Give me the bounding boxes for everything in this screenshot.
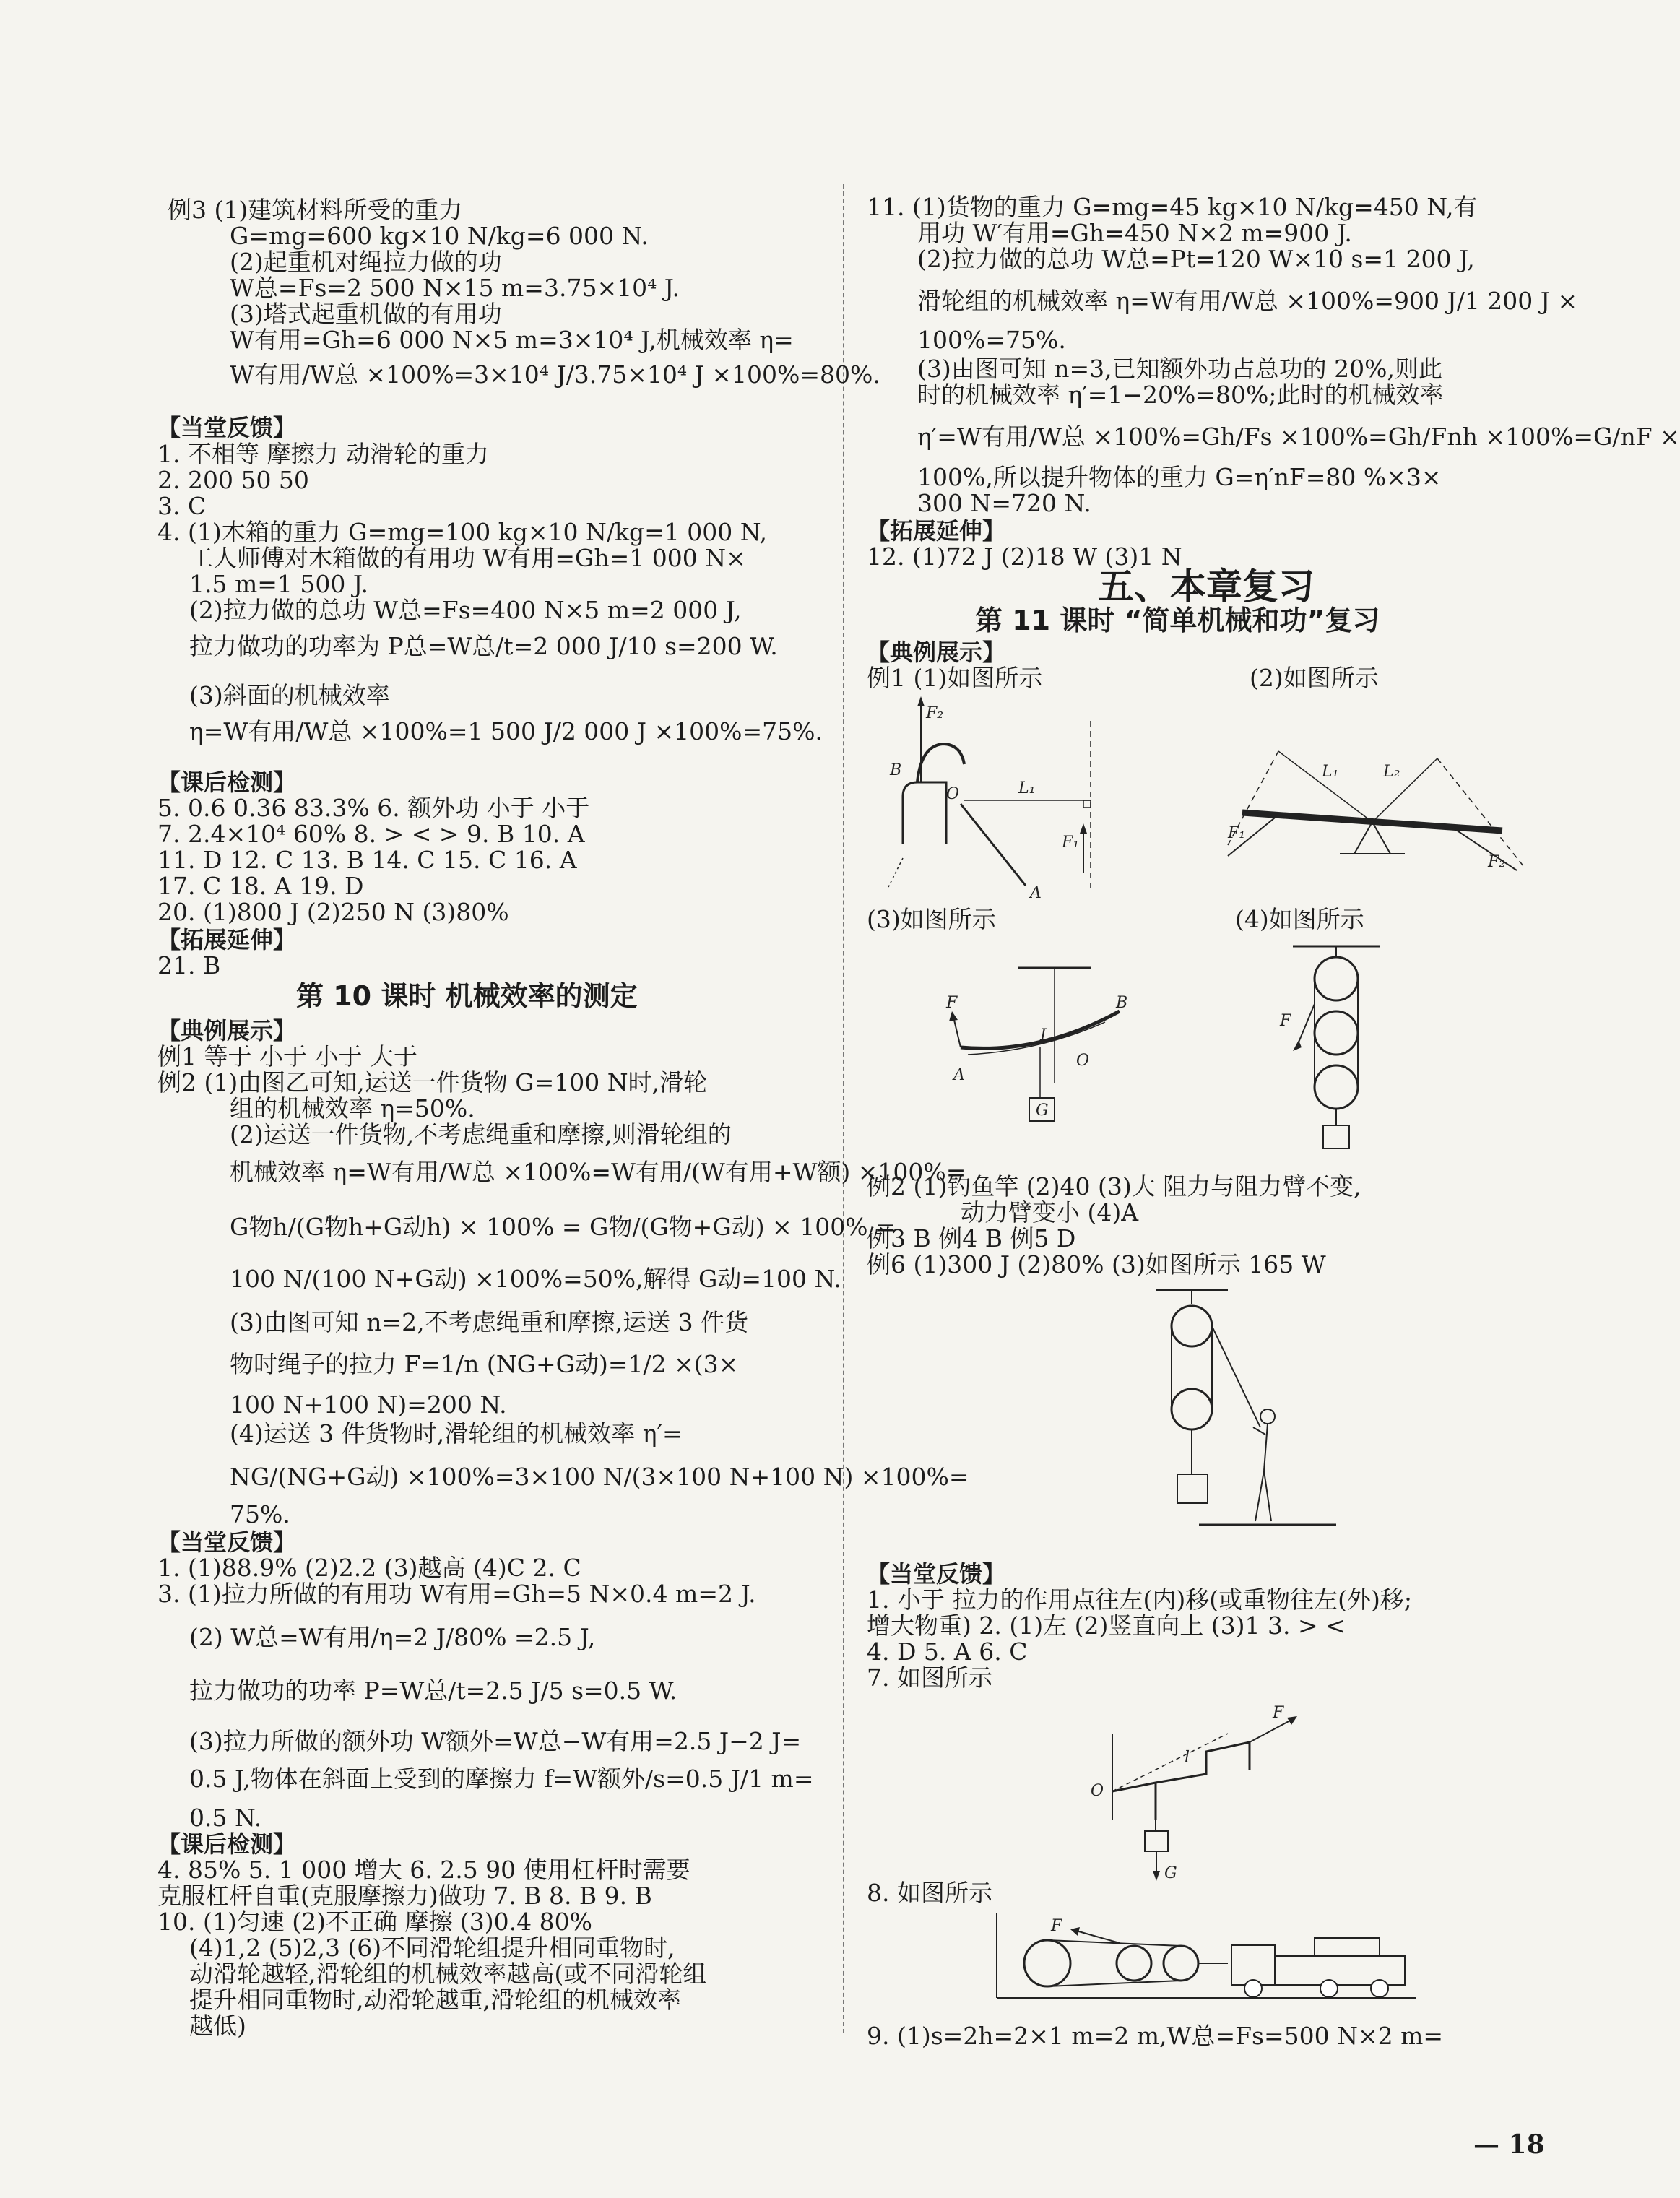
svg-text:B: B bbox=[890, 761, 902, 779]
svg-text:A: A bbox=[953, 1066, 965, 1084]
answer-line: 10. (1)匀速 (2)不正确 摩擦 (3)0.4 80% bbox=[157, 1908, 592, 1936]
example-1-fig-4-caption: (4)如图所示 bbox=[1235, 905, 1364, 933]
text-line: G=mg=600 kg×10 N/kg=6 000 N. bbox=[230, 222, 649, 250]
svg-text:B: B bbox=[1116, 994, 1128, 1012]
formula-line: 滑轮组的机械效率 η=W有用/W总 ×100%=900 J/1 200 J × bbox=[917, 287, 1578, 315]
formula-line: 拉力做功的功率为 P总=W总/t=2 000 J/10 s=200 W. bbox=[189, 632, 778, 660]
text-line: 动力臂变小 (4)A bbox=[961, 1198, 1139, 1226]
text-line: 100 N+100 N)=200 N. bbox=[230, 1390, 507, 1419]
text-line: 组的机械效率 η=50%. bbox=[230, 1094, 475, 1122]
text-line: (3)斜面的机械效率 bbox=[189, 681, 390, 709]
text-line: (3)由图可知 n=3,已知额外功占总功的 20%,则此 bbox=[917, 355, 1442, 383]
text-line: (2)运送一件货物,不考虑绳重和摩擦,则滑轮组的 bbox=[230, 1120, 732, 1148]
answer-line: 7. 2.4×10⁴ 60% 8. > < > 9. B 10. A bbox=[157, 820, 585, 848]
example-3-5-answers: 例3 B 例4 B 例5 D bbox=[867, 1224, 1076, 1252]
column-divider bbox=[843, 184, 844, 2033]
section-heading-extension-2: 【拓展延伸】 bbox=[867, 517, 1006, 545]
answer-9: 9. (1)s=2h=2×1 m=2 m,W总=Fs=500 N×2 m= bbox=[867, 2022, 1444, 2050]
example-2: 例2 (1)由图乙可知,运送一件货物 G=100 N时,滑轮 bbox=[157, 1068, 708, 1096]
formula-line: 物时绳子的拉力 F=1/n (NG+G动)=1/2 ×(3× bbox=[230, 1350, 739, 1378]
svg-text:L₁: L₁ bbox=[1322, 763, 1339, 781]
example-3-part-1: 例3 (1)建筑材料所受的重力 bbox=[168, 196, 463, 224]
lesson-11-title: 第 11 课时 “简单机械和功”复习 bbox=[975, 605, 1380, 636]
svg-text:A: A bbox=[1030, 884, 1042, 902]
formula-line: G物h/(G物h+G动h) × 100% = G物/(G物+G动) × 100% = bbox=[230, 1213, 896, 1241]
text-line: 时的机械效率 η′=1−20%=80%;此时的机械效率 bbox=[917, 381, 1444, 409]
answer-line: 11. D 12. C 13. B 14. C 15. C 16. A bbox=[157, 846, 577, 874]
text-line: W总=Fs=2 500 N×15 m=3.75×10⁴ J. bbox=[230, 274, 680, 302]
section-heading-extension: 【拓展延伸】 bbox=[157, 926, 297, 953]
svg-text:F: F bbox=[1051, 1917, 1062, 1935]
svg-text:F₂: F₂ bbox=[926, 704, 944, 722]
formula-line: η=W有用/W总 ×100%=1 500 J/2 000 J ×100%=75%. bbox=[189, 717, 823, 745]
example-2-answer: 例2 (1)钓鱼竿 (2)40 (3)大 阻力与阻力臂不变, bbox=[867, 1172, 1361, 1200]
section-heading-examples-2: 【典例展示】 bbox=[867, 639, 1006, 666]
svg-text:O: O bbox=[1091, 1782, 1104, 1800]
svg-text:L₁: L₁ bbox=[1018, 779, 1036, 797]
svg-text:L₂: L₂ bbox=[1383, 763, 1400, 781]
svg-text:F₁: F₁ bbox=[1228, 824, 1246, 842]
formula-line: η′=W有用/W总 ×100%=Gh/Fs ×100%=Gh/Fnh ×100%=G/nF × bbox=[917, 423, 1680, 451]
example-1-fig-1-caption: 例1 (1)如图所示 bbox=[867, 664, 1043, 692]
text-line: 100%,所以提升物体的重力 G=η′nF=80 %×3× bbox=[917, 463, 1442, 491]
text-line: 75%. bbox=[230, 1500, 290, 1528]
figure-pump-lever bbox=[874, 692, 1163, 901]
figure-pulley-block bbox=[1271, 939, 1401, 1156]
answer-line: 5. 0.6 0.36 83.3% 6. 额外功 小于 小于 bbox=[157, 794, 590, 822]
answer-11: 11. (1)货物的重力 G=mg=45 kg×10 N/kg=450 N,有 bbox=[867, 193, 1478, 221]
answer-8: 8. 如图所示 bbox=[867, 1879, 992, 1907]
answer-line: 越低) bbox=[189, 2012, 246, 2040]
svg-text:F: F bbox=[1280, 1012, 1291, 1030]
answer-line: 克服杠杆自重(克服摩擦力)做功 7. B 8. B 9. B bbox=[157, 1882, 652, 1910]
text-line: (2)起重机对绳拉力做的功 bbox=[230, 248, 502, 276]
answer-line: 17. C 18. A 19. D bbox=[157, 872, 364, 900]
text-line: (2)拉力做的总功 W总=Pt=120 W×10 s=1 200 J, bbox=[917, 245, 1475, 273]
figure-bent-lever bbox=[1083, 1705, 1322, 1885]
lesson-10-title: 第 10 课时 机械效率的测定 bbox=[296, 980, 638, 1012]
example-1-fig-2-caption: (2)如图所示 bbox=[1250, 664, 1379, 692]
answer-2: 2. 200 50 50 bbox=[157, 466, 309, 494]
answer-line: 20. (1)800 J (2)250 N (3)80% bbox=[157, 898, 509, 926]
formula-line: (2) W总=W有用/η=2 J/80% =2.5 J, bbox=[189, 1623, 596, 1651]
figure-lever-two-forces bbox=[1213, 730, 1546, 874]
text-line: W有用=Gh=6 000 N×5 m=3×10⁴ J,机械效率 η= bbox=[230, 326, 794, 354]
svg-text:l: l bbox=[1185, 1749, 1190, 1767]
text-line: (4)运送 3 件货物时,滑轮组的机械效率 η′= bbox=[230, 1419, 683, 1448]
example-1-fig-3-caption: (3)如图所示 bbox=[867, 905, 996, 933]
example-6-answer: 例6 (1)300 J (2)80% (3)如图所示 165 W bbox=[867, 1250, 1326, 1278]
text-line: 300 N=720 N. bbox=[917, 489, 1091, 517]
example-1: 例1 等于 小于 小于 大于 bbox=[157, 1042, 417, 1070]
text-line: (2)拉力做的总功 W总=Fs=400 N×5 m=2 000 J, bbox=[189, 596, 742, 624]
text-line: 1.5 m=1 500 J. bbox=[189, 570, 369, 598]
answer-line: 21. B bbox=[157, 951, 221, 979]
svg-text:O: O bbox=[946, 785, 960, 803]
answer-7: 7. 如图所示 bbox=[867, 1663, 992, 1692]
section-heading-feedback: 【当堂反馈】 bbox=[157, 414, 297, 441]
answer-line: 动滑轮越轻,滑轮组的机械效率越高(或不同滑轮组 bbox=[189, 1960, 707, 1988]
answer-12: 12. (1)72 J (2)18 W (3)1 N bbox=[867, 542, 1182, 571]
section-heading-examples: 【典例展示】 bbox=[157, 1017, 297, 1044]
svg-text:G: G bbox=[1164, 1864, 1177, 1882]
answer-line: (4)1,2 (5)2,3 (6)不同滑轮组提升相同重物时, bbox=[189, 1934, 675, 1962]
answer-line: 4. 85% 5. 1 000 增大 6. 2.5 90 使用杠杆时需要 bbox=[157, 1856, 690, 1884]
text-line: (3)塔式起重机做的有用功 bbox=[230, 300, 502, 328]
formula-line: 0.5 J,物体在斜面上受到的摩擦力 f=W额外/s=0.5 J/1 m= bbox=[189, 1765, 814, 1793]
formula-line: 100 N/(100 N+G动) ×100%=50%,解得 G动=100 N. bbox=[230, 1265, 841, 1293]
section-heading-homework: 【课后检测】 bbox=[157, 769, 297, 796]
formula-line: (3)拉力所做的额外功 W额外=W总−W有用=2.5 J−2 J= bbox=[189, 1727, 802, 1755]
figure-truck-pulleys bbox=[990, 1905, 1423, 2007]
answer-3: 3. C bbox=[157, 492, 207, 520]
text-line: 工人师傅对木箱做的有用功 W有用=Gh=1 000 N× bbox=[189, 544, 746, 572]
answer-line: 增大物重) 2. (1)左 (2)竖直向上 (3)1 3. > < bbox=[867, 1611, 1346, 1640]
formula-line: 机械效率 η=W有用/W总 ×100%=W有用/(W有用+W额) ×100%= bbox=[230, 1158, 966, 1186]
answer-line: 3. (1)拉力所做的有用功 W有用=Gh=5 N×0.4 m=2 J. bbox=[157, 1580, 756, 1608]
page-number: — 18 bbox=[1473, 2129, 1545, 2160]
formula-line: 拉力做功的功率 P=W总/t=2.5 J/5 s=0.5 W. bbox=[189, 1676, 677, 1705]
svg-text:F₂: F₂ bbox=[1488, 853, 1506, 871]
answer-4: 4. (1)木箱的重力 G=mg=100 kg×10 N/kg=1 000 N, bbox=[157, 518, 767, 546]
svg-text:O: O bbox=[1076, 1052, 1090, 1070]
text-line: (3)由图可知 n=2,不考虑绳重和摩擦,运送 3 件货 bbox=[230, 1308, 749, 1336]
svg-text:G: G bbox=[1036, 1102, 1049, 1120]
text-line: 0.5 N. bbox=[189, 1804, 262, 1832]
chapter-review-title: 五、本章复习 bbox=[1098, 566, 1315, 607]
section-heading-feedback-2: 【当堂反馈】 bbox=[157, 1528, 297, 1556]
section-heading-feedback-3: 【当堂反馈】 bbox=[867, 1560, 1006, 1588]
text-line: 用功 W′有用=Gh=450 N×2 m=900 J. bbox=[917, 219, 1352, 247]
svg-text:F: F bbox=[1273, 1704, 1284, 1722]
answer-line: 提升相同重物时,动滑轮越重,滑轮组的机械效率 bbox=[189, 1986, 681, 2014]
formula-line: NG/(NG+G动) ×100%=3×100 N/(3×100 N+100 N) ×100%= bbox=[230, 1463, 969, 1491]
section-heading-homework-2: 【课后检测】 bbox=[157, 1830, 297, 1858]
formula-line: W有用/W总 ×100%=3×10⁴ J/3.75×10⁴ J ×100%=80%. bbox=[230, 360, 880, 389]
figure-fishing-rod bbox=[910, 939, 1170, 1148]
answer-line: 1. 小于 拉力的作用点往左(内)移(或重物往左(外)移; bbox=[867, 1585, 1412, 1614]
text-line: 100%=75%. bbox=[917, 326, 1066, 354]
svg-text:F: F bbox=[946, 994, 958, 1012]
answer-1: 1. 不相等 摩擦力 动滑轮的重力 bbox=[157, 440, 489, 468]
figure-pulley-with-person bbox=[1127, 1283, 1343, 1550]
answer-line: 4. D 5. A 6. C bbox=[867, 1637, 1028, 1666]
svg-text:L: L bbox=[1040, 1026, 1051, 1044]
answer-line: 1. (1)88.9% (2)2.2 (3)越高 (4)C 2. C bbox=[157, 1554, 581, 1582]
svg-text:F₁: F₁ bbox=[1062, 834, 1080, 852]
